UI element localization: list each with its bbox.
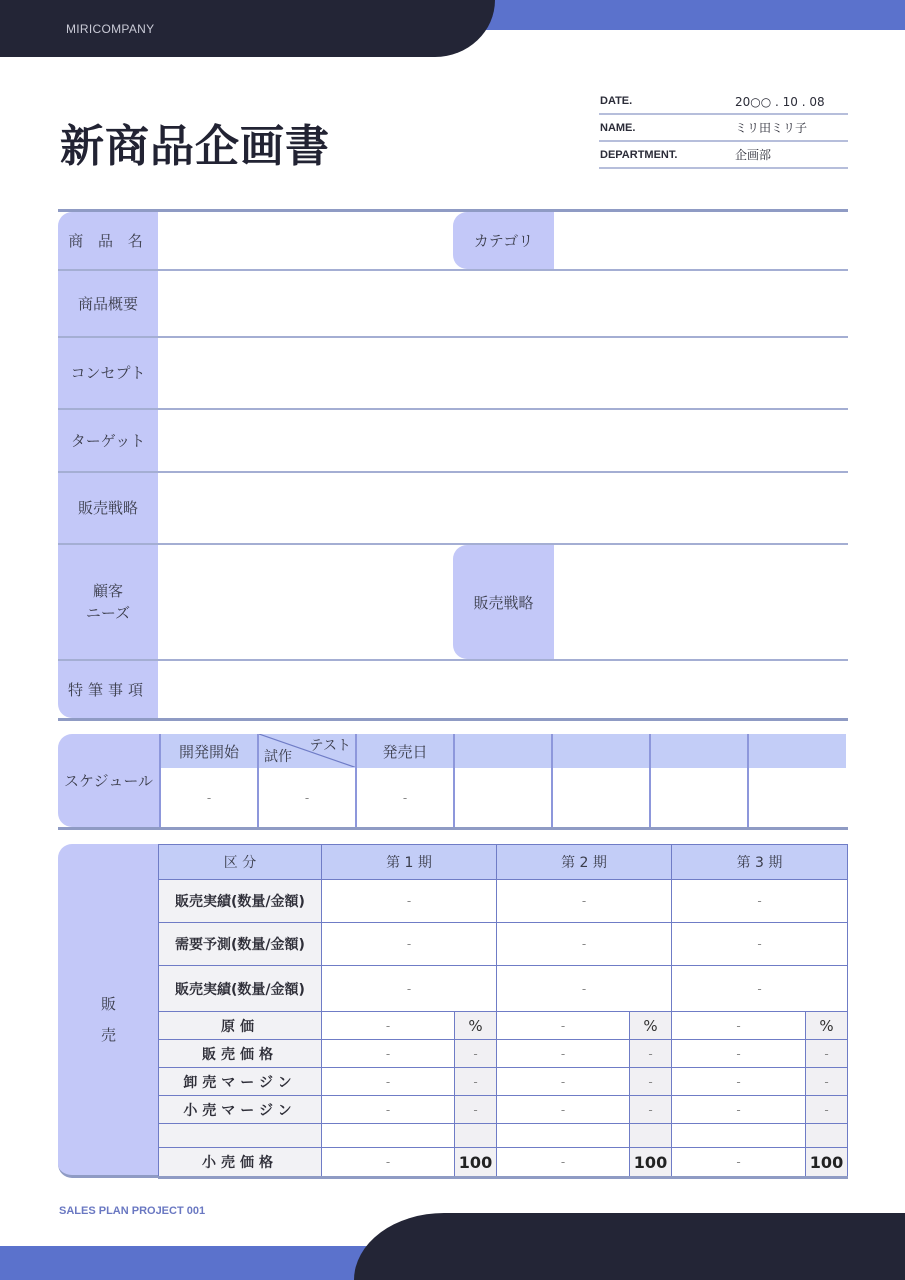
meta-department-row: [599, 142, 848, 169]
table-row: [159, 1096, 848, 1124]
table-cell[interactable]: -: [497, 1096, 630, 1124]
sales-header-row: [159, 845, 848, 880]
row-label: [159, 1124, 322, 1148]
schedule-label: スケジュール: [58, 734, 159, 827]
unit-cell[interactable]: -: [630, 1040, 672, 1068]
schedule-col: [159, 734, 257, 827]
unit-cell[interactable]: %: [630, 1012, 672, 1040]
sales-header-period1: 第 1 期: [322, 845, 497, 880]
sales-table: [158, 844, 848, 1179]
schedule-cell[interactable]: [553, 768, 649, 827]
schedule-cell[interactable]: [455, 768, 551, 827]
schedule-header: [749, 734, 846, 768]
schedule-header-test: テスト: [309, 738, 351, 754]
table-row: [159, 1068, 848, 1096]
page-title: 新商品企画書: [60, 121, 330, 172]
sales-label-char: 販: [100, 994, 116, 1013]
unit-cell[interactable]: -: [455, 1040, 497, 1068]
schedule-cell[interactable]: -: [402, 790, 408, 805]
table-cell[interactable]: -: [497, 880, 672, 923]
table-cell[interactable]: -: [322, 1012, 455, 1040]
schedule-cell[interactable]: [749, 768, 846, 827]
unit-cell[interactable]: [455, 1124, 497, 1148]
schedule-section: [58, 734, 848, 830]
category-field[interactable]: [554, 212, 848, 269]
table-row: [159, 880, 848, 923]
table-cell[interactable]: -: [672, 1068, 806, 1096]
concept-field[interactable]: [158, 338, 848, 408]
table-cell[interactable]: -: [672, 1148, 806, 1178]
schedule-cell[interactable]: -: [304, 790, 310, 805]
table-cell[interactable]: -: [497, 966, 672, 1012]
unit-cell[interactable]: 100: [630, 1148, 672, 1178]
schedule-col: [649, 734, 747, 827]
overview-field[interactable]: [158, 271, 848, 336]
schedule-col: [747, 734, 846, 827]
category-label: カテゴリ: [453, 212, 554, 269]
unit-cell[interactable]: -: [806, 1096, 848, 1124]
product-name-label: 商 品 名: [58, 212, 158, 269]
table-row: [159, 1012, 848, 1040]
table-row: [159, 923, 848, 966]
row-label: 原価: [159, 1012, 322, 1040]
meta-department-value[interactable]: 企画部: [735, 148, 772, 162]
product-name-field[interactable]: [158, 212, 848, 269]
table-cell[interactable]: [497, 1124, 630, 1148]
schedule-header: 開発開始: [161, 734, 257, 768]
table-cell[interactable]: -: [672, 1096, 806, 1124]
company-brand: MIRICOMPANY: [66, 22, 155, 36]
row-label: 販売価格: [159, 1040, 322, 1068]
table-cell[interactable]: -: [672, 923, 848, 966]
table-cell[interactable]: -: [322, 966, 497, 1012]
table-cell[interactable]: -: [497, 1040, 630, 1068]
schedule-header-diagonal: [259, 734, 355, 768]
form-row-strategy: [58, 473, 848, 545]
table-cell[interactable]: -: [497, 1068, 630, 1096]
target-label: ターゲット: [58, 410, 158, 471]
needs-label: [58, 545, 158, 659]
table-row: [159, 966, 848, 1012]
unit-cell[interactable]: 100: [806, 1148, 848, 1178]
unit-cell[interactable]: 100: [455, 1148, 497, 1178]
unit-cell[interactable]: -: [630, 1096, 672, 1124]
row-label: 需要予測(数量/金額): [159, 923, 322, 966]
table-row: [159, 1040, 848, 1068]
overview-label: 商品概要: [58, 271, 158, 336]
table-cell[interactable]: -: [497, 1148, 630, 1178]
unit-cell[interactable]: %: [806, 1012, 848, 1040]
unit-cell[interactable]: -: [806, 1068, 848, 1096]
form-row-needs: [58, 545, 848, 661]
schedule-header: [553, 734, 649, 768]
strategy-label: 販売戦略: [58, 473, 158, 543]
row-label: 販売実績(数量/金額): [159, 966, 322, 1012]
table-cell[interactable]: -: [672, 1012, 806, 1040]
target-field[interactable]: [158, 410, 848, 471]
sales-section: [58, 844, 848, 1178]
strategy2-label: 販売戦略: [453, 545, 554, 659]
table-cell[interactable]: -: [322, 880, 497, 923]
sales-label: [58, 844, 159, 1178]
schedule-col: [257, 734, 355, 827]
notes-field[interactable]: [158, 661, 848, 718]
strategy2-field[interactable]: [554, 545, 848, 659]
unit-cell[interactable]: -: [455, 1068, 497, 1096]
schedule-col: [551, 734, 649, 827]
notes-label: 特筆事項: [58, 661, 158, 718]
needs-label-line2: ニーズ: [85, 604, 131, 622]
table-cell[interactable]: -: [322, 1148, 455, 1178]
schedule-col: [355, 734, 453, 827]
table-cell[interactable]: -: [322, 1040, 455, 1068]
strategy-field[interactable]: [158, 473, 848, 543]
meta-date-label: DATE.: [600, 95, 633, 107]
sales-header-period2: 第 2 期: [497, 845, 672, 880]
product-form: [58, 209, 848, 721]
table-cell[interactable]: -: [672, 966, 848, 1012]
sales-header-period3: 第 3 期: [672, 845, 848, 880]
table-row-empty: [159, 1124, 848, 1148]
table-row: [159, 1148, 848, 1178]
schedule-cell[interactable]: [651, 768, 747, 827]
unit-cell[interactable]: -: [630, 1068, 672, 1096]
form-row-notes: [58, 661, 848, 721]
row-label: 小売価格: [159, 1148, 322, 1178]
needs-label-line1: 顧客: [92, 582, 123, 600]
table-cell[interactable]: -: [497, 923, 672, 966]
unit-cell[interactable]: -: [455, 1096, 497, 1124]
schedule-header: [651, 734, 747, 768]
needs-field[interactable]: [158, 545, 848, 659]
schedule-grid: [159, 734, 848, 827]
schedule-header: [455, 734, 551, 768]
form-row-target: [58, 410, 848, 473]
unit-cell[interactable]: %: [455, 1012, 497, 1040]
row-label: 卸売マージン: [159, 1068, 322, 1096]
concept-label: コンセプト: [58, 338, 158, 408]
meta-info: [599, 88, 848, 169]
meta-name-row: [599, 115, 848, 142]
schedule-col: [453, 734, 551, 827]
row-label: 小売マージン: [159, 1096, 322, 1124]
table-cell[interactable]: -: [322, 1068, 455, 1096]
schedule-header: 発売日: [357, 734, 453, 768]
row-label: 販売実績(数量/金額): [159, 880, 322, 923]
table-cell[interactable]: [322, 1124, 455, 1148]
table-cell[interactable]: -: [672, 1040, 806, 1068]
table-cell[interactable]: [672, 1124, 806, 1148]
meta-date-value[interactable]: 20○○ . 10 . 08: [735, 95, 825, 109]
table-cell[interactable]: -: [322, 923, 497, 966]
sales-label-char: 売: [100, 1025, 116, 1044]
unit-cell[interactable]: -: [806, 1040, 848, 1068]
meta-name-label: NAME.: [600, 122, 636, 134]
table-cell[interactable]: -: [497, 1012, 630, 1040]
schedule-header-prototype: 試作: [264, 749, 292, 765]
meta-date-row: [599, 88, 848, 115]
unit-cell[interactable]: [806, 1124, 848, 1148]
table-cell[interactable]: -: [672, 880, 848, 923]
form-row-product-name: [58, 209, 848, 271]
form-row-overview: [58, 271, 848, 338]
meta-name-value[interactable]: ミリ田ミリ子: [735, 121, 808, 135]
table-cell[interactable]: -: [322, 1096, 455, 1124]
meta-department-label: DEPARTMENT.: [600, 149, 678, 161]
schedule-cell[interactable]: -: [206, 790, 212, 805]
sales-header-category: 区 分: [159, 845, 322, 880]
unit-cell[interactable]: [630, 1124, 672, 1148]
footer-dark-shape: [354, 1213, 905, 1280]
footer-project-label: SALES PLAN PROJECT 001: [59, 1205, 206, 1217]
form-row-concept: [58, 338, 848, 410]
